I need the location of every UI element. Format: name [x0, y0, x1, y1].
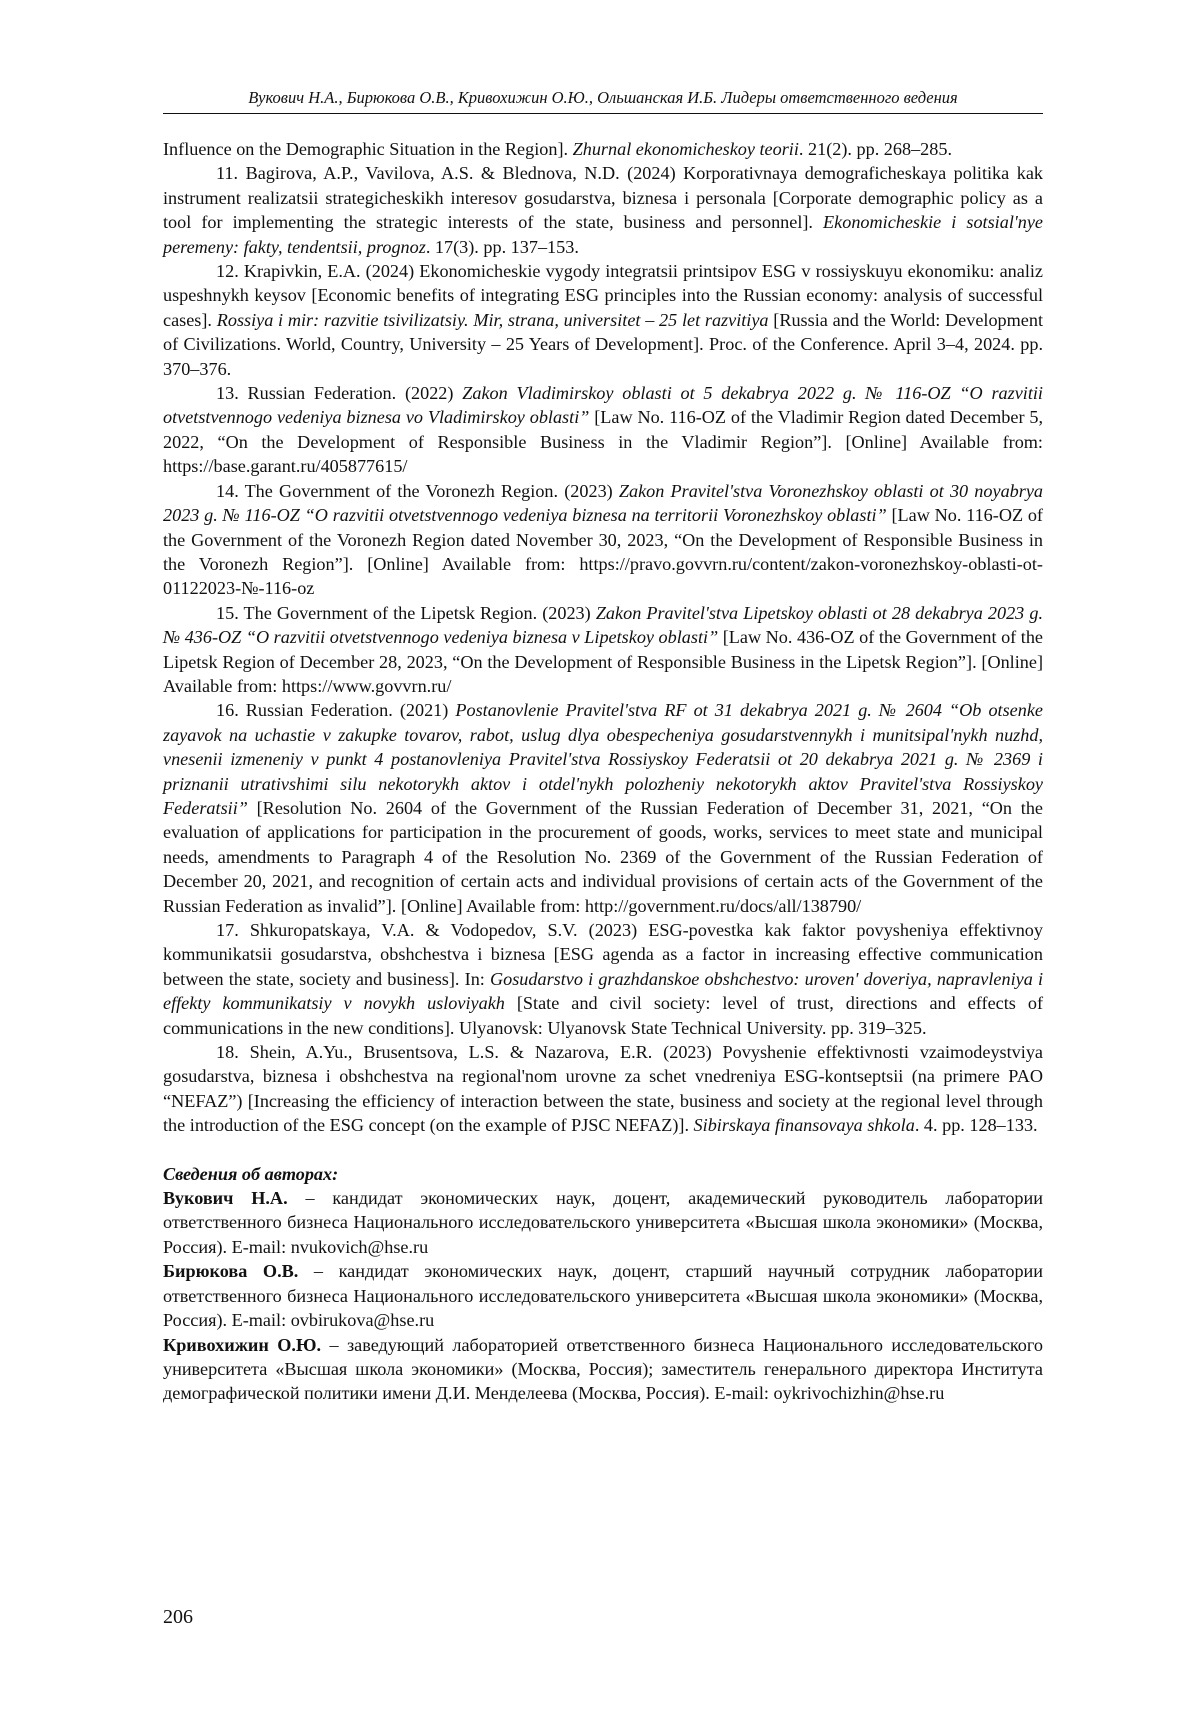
- reference-source: Postanovlenie Pravitel'stva RF ot 31 dekabrya 2021 g. № 2604 “Ob otsenke zayavok na uchastie v zakupke tovarov, rabot, uslug dlya obespecheniya gosudarstvennykh i munitsipal'nykh nuzhd, vnesenii izmeneniy v punkt 4 postanovleniya Pravitel'stva Rossiyskoy Federatsii ot 20 dekabrya 2021 g. № 2369 i priznanii utrativshimi silu nekotorykh aktov i otdel'nykh polozheniy nekotorykh aktov Pravitel'stva Rossiyskoy Federatsii”: [163, 700, 1043, 818]
- running-head: Вукович Н.А., Бирюкова О.В., Кривохижин О.Ю., Ольшанская И.Б. Лидеры ответственного ведения: [163, 88, 1043, 114]
- reference-source: Sibirskaya finansovaya shkola: [693, 1115, 915, 1136]
- reference-item: [163, 479, 1043, 601]
- author-info: [163, 1186, 1043, 1259]
- reference-item: [163, 1040, 1043, 1138]
- reference-details: . 21(2). pp. 268–285.: [798, 139, 952, 159]
- reference-text: 16. Russian Federation. (2021): [216, 700, 456, 721]
- reference-source: Zakon Pravitel'stva Voronezhskoy oblasti ot 30 noyabrya 2023 g. № 116-OZ “O razvitii otvetstvennogo vedeniya biznesa na territorii Voronezhskoy oblasti”: [163, 480, 1043, 526]
- author-name: Вукович Н.А.: [163, 1188, 288, 1209]
- reference-text: 13. Russian Federation. (2022): [216, 383, 463, 404]
- reference-details: [Law No. 436-OZ of the Government of the Lipetsk Region of December 28, 2023, “On the Development of Responsible Business in the Lipetsk Region”]. [Online] Available from: https://www.govvrn.ru/: [163, 627, 1043, 696]
- reference-source: Zhurnal ekonomicheskoy teorii: [572, 139, 799, 159]
- author-bio: – заведующий лабораторией ответственного бизнеса Национального исследовательского университета «Высшая школа экономики» (Москва, Россия); заместитель генерального директора Института демографической политики имени Д.И. Менделеева (Москва, Россия). E-mail: oykrivochizhin@hse.ru: [163, 1334, 1043, 1404]
- reference-item: [163, 161, 1043, 259]
- reference-source: Zakon Vladimirskoy oblasti ot 5 dekabrya 2022 g. № 116-OZ “O razvitii otvetstvennogo vedeniya biznesa vo Vladimirskoy oblasti”: [163, 383, 1043, 428]
- reference-item: [163, 259, 1043, 381]
- reference-source: Rossiya i mir: razvitie tsivilizatsiy. Mir, strana, universitet – 25 let razvitiya: [216, 309, 769, 330]
- reference-item: [163, 137, 1043, 161]
- reference-details: [Law No. 116-OZ of the Government of the Voronezh Region dated November 30, 2023, “On the Development of Responsible Business in the Voronezh Region”]. [Online] Available from: https://pravo.govvrn.ru/content/zakon-voronezhskoy-oblasti-ot-01122023-№-116-oz: [163, 505, 1043, 599]
- reference-details: . 17(3). pp. 137–153.: [425, 236, 579, 257]
- reference-source: Ekonomicheskie i sotsial'nye peremeny: fakty, tendentsii, prognoz: [163, 212, 1043, 257]
- reference-details: [State and civil society: level of trust, directions and effects of communications in the new conditions]. Ulyanovsk: Ulyanovsk State Technical University. pp. 319–325.: [163, 993, 1044, 1038]
- reference-details: [Russia and the World: Development of Civilizations. World, Country, University – 25 Years of Development]. Proc. of the Conference. April 3–4, 2024. pp. 370–376.: [163, 309, 1043, 379]
- reference-source: Gosudarstvo i grazhdanskoe obshchestvo: uroven' doveriya, napravleniya i effekty kommunikatsiy v novykh usloviyakh: [163, 968, 1043, 1014]
- reference-text: 18. Shein, A.Yu., Brusentsova, L.S. & Nazarova, E.R. (2023) Povyshenie effektivnosti vzaimodeystviya gosudarstva, biznesa i obshchestva na regional'nom urovne za schet vnedreniya ESG-kontseptsii (na primere PAO “NEFAZ”) [Increasing the efficiency of interaction between the state, business and society at the regional level through the introduction of the ESG concept (on the example of PJSC NEFAZ)].: [163, 1042, 1043, 1136]
- author-bio: – кандидат экономических наук, доцент, академический руководитель лаборатории ответственного бизнеса Национального исследовательского университета «Высшая школа экономики» (Москва, Россия). E-mail: nvukovich@hse.ru: [163, 1188, 1043, 1257]
- reference-item: [163, 601, 1043, 699]
- reference-item: [163, 918, 1043, 1040]
- reference-item: [163, 381, 1043, 479]
- reference-text: 12. Krapivkin, E.A. (2024) Ekonomicheskie vygody integratsii printsipov ESG v rossiyskuyu ekonomiku: analiz uspeshnykh keysov [Economic benefits of integrating ESG principles into the Russian economy: analysis of successful cases].: [163, 261, 1043, 330]
- reference-details: [Law No. 116-OZ of the Vladimir Region dated December 5, 2022, “On the Development of Responsible Business in the Vladimir Region”]. [Online] Available from: https://base.garant.ru/405877615/: [163, 407, 1043, 477]
- author-info: [163, 1259, 1043, 1332]
- author-name: Бирюкова О.В.: [163, 1261, 299, 1282]
- reference-details: . 4. pp. 128–133.: [914, 1115, 1038, 1136]
- reference-text: 11. Bagirova, A.P., Vavilova, A.S. & Blednova, N.D. (2024) Korporativnaya demograficheskaya politika kak instrument realizatsii strategicheskikh interesov gosudarstva, biznesa i personala [Corporate demographic policy as a tool for implementing the strategic interests of the state, business and personnel].: [163, 163, 1043, 233]
- reference-text: 14. The Government of the Voronezh Region. (2023): [216, 480, 619, 501]
- reference-text: 15. The Government of the Lipetsk Region. (2023): [216, 602, 596, 623]
- reference-item: [163, 698, 1043, 918]
- page-body: [163, 137, 1043, 1406]
- reference-text: Influence on the Demographic Situation in the Region].: [163, 139, 573, 159]
- author-info: [163, 1333, 1043, 1406]
- page-number: 206: [163, 1606, 193, 1628]
- reference-text: 17. Shkuropatskaya, V.A. & Vodopedov, S.V. (2023) ESG-povestka kak faktor povysheniya effektivnoy kommunikatsii gosudarstva, obshchestva i biznesa [ESG agenda as a factor in increasing effective communication between the state, society and business]. In:: [163, 920, 1043, 989]
- authors-section-title: Сведения об авторах:: [163, 1163, 339, 1184]
- author-name: Кривохижин О.Ю.: [163, 1334, 321, 1355]
- author-bio: – кандидат экономических наук, доцент, старший научный сотрудник лаборатории ответственного бизнеса Национального исследовательского университета «Высшая школа экономики» (Москва, Россия). E-mail: ovbirukova@hse.ru: [163, 1261, 1043, 1331]
- reference-details: [Resolution No. 2604 of the Government of the Russian Federation of December 31, 2021, “On the evaluation of applications for participation in the procurement of goods, works, services to meet state and municipal needs, amendments to Paragraph 4 of the Resolution No. 2369 of the Government of the Russian Federation of December 20, 2021, and recognition of certain acts and individual provisions of certain acts of the Government of the Russian Federation as invalid”]. [Online] Available from: http://government.ru/docs/all/138790/: [163, 797, 1043, 916]
- reference-source: Zakon Pravitel'stva Lipetskoy oblasti ot 28 dekabrya 2023 g. № 436-OZ “O razvitii otvetstvennogo vedeniya biznesa v Lipetskoy oblasti”: [163, 602, 1044, 648]
